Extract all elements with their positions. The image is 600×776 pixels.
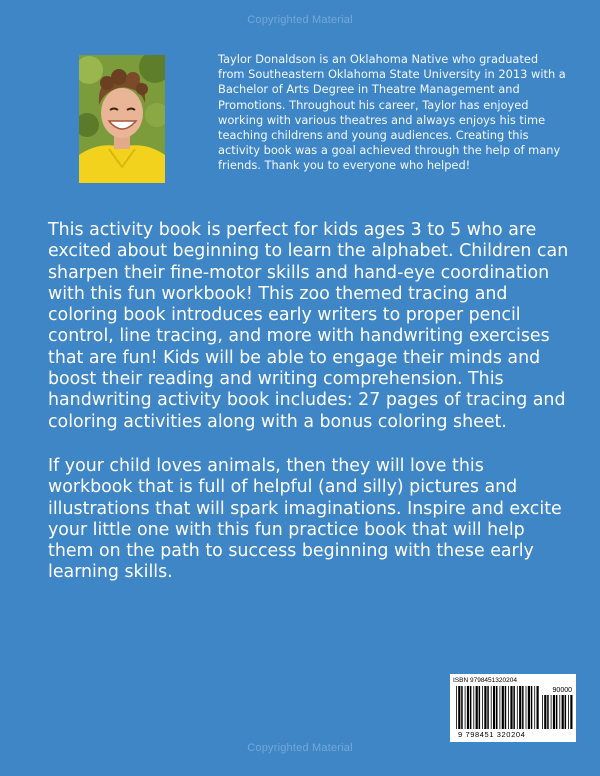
isbn-digits: 9 798451 320204 bbox=[458, 730, 526, 739]
description-paragraph-1: This activity book is perfect for kids ages 3 to 5 who are excited about beginning to learn the alphabet. Children can sharpen their fine-motor skills and hand-eye coordination with this fun workbook! This zoo themed tracing and coloring book introduces early writers to proper pencil control, line tracing, and more with handwriting exercises that are fun! Kids will be able to engage their minds and boost their reading and writing comprehension. This handwriting activity book includes: 27 pages of tracing and coloring activities along with a bonus coloring sheet. bbox=[48, 220, 569, 432]
author-photo bbox=[79, 55, 165, 183]
barcode-bar bbox=[487, 686, 489, 729]
barcode-bar bbox=[531, 686, 533, 729]
author-bio: Taylor Donaldson is an Oklahoma Native who graduated from Southeastern Oklahoma State University in 2013 with a Bachelor of Arts Degree in Theatre Management and Promotions. Throughout his career, Taylor has enjoyed working with various theatres and always enjoys his time teaching childrens and young audiences. Creating this activity book was a goal achieved through the help of many friends. Thank you to everyone who helped! bbox=[218, 52, 566, 173]
barcode-bar bbox=[570, 695, 572, 729]
barcode-bar bbox=[491, 686, 492, 729]
barcode-bar bbox=[562, 695, 564, 729]
barcode-bar bbox=[508, 686, 509, 729]
barcode-bar bbox=[547, 695, 549, 729]
barcode-bar bbox=[519, 686, 521, 729]
barcode-bar bbox=[482, 686, 483, 729]
barcode-bar bbox=[479, 686, 481, 729]
barcode-bar bbox=[456, 686, 457, 729]
barcode-bar bbox=[476, 686, 478, 729]
isbn-barcode bbox=[450, 674, 576, 742]
barcode-bar bbox=[458, 686, 460, 729]
barcode-bar bbox=[461, 686, 463, 729]
barcode-bar bbox=[465, 686, 466, 729]
barcode-bar bbox=[467, 686, 469, 729]
barcode-bar bbox=[553, 695, 555, 729]
barcode-bar bbox=[544, 695, 546, 729]
barcode-bar bbox=[493, 686, 495, 729]
barcode-bar bbox=[473, 686, 474, 729]
barcode-bar bbox=[528, 686, 530, 729]
barcode-bar bbox=[568, 695, 569, 729]
description-paragraph-2: If your child loves animals, then they will love this workbook that is full of helpful (and silly) pictures and illustrations that will spark imaginations. Inspire and excite your little one with this fun practice book that will help them on the path to success beginning with these early learning skills. bbox=[48, 456, 562, 583]
price-code: 90000 bbox=[552, 687, 572, 694]
barcode-bar bbox=[513, 686, 515, 729]
barcode-bar bbox=[522, 686, 524, 729]
barcode-bar bbox=[502, 686, 504, 729]
barcode-bar bbox=[505, 686, 507, 729]
copyright-watermark-top: Copyrighted Material bbox=[247, 14, 353, 26]
barcode-bar bbox=[565, 695, 567, 729]
barcode-bar bbox=[542, 695, 543, 729]
barcode-bar bbox=[537, 686, 539, 729]
barcode-bar bbox=[500, 686, 501, 729]
barcode-bar bbox=[517, 686, 518, 729]
isbn-label: ISBN 9798451320204 bbox=[453, 677, 517, 684]
barcode-bar bbox=[470, 686, 472, 729]
barcode-bar bbox=[559, 695, 560, 729]
barcode-bar bbox=[526, 686, 527, 729]
barcode-bar bbox=[496, 686, 498, 729]
barcode-bar bbox=[551, 695, 552, 729]
barcode-bar bbox=[556, 695, 558, 729]
barcode-bar bbox=[484, 686, 486, 729]
barcode-bar bbox=[510, 686, 512, 729]
barcode-bar bbox=[534, 686, 535, 729]
copyright-watermark-bottom: Copyrighted Material bbox=[247, 742, 353, 754]
